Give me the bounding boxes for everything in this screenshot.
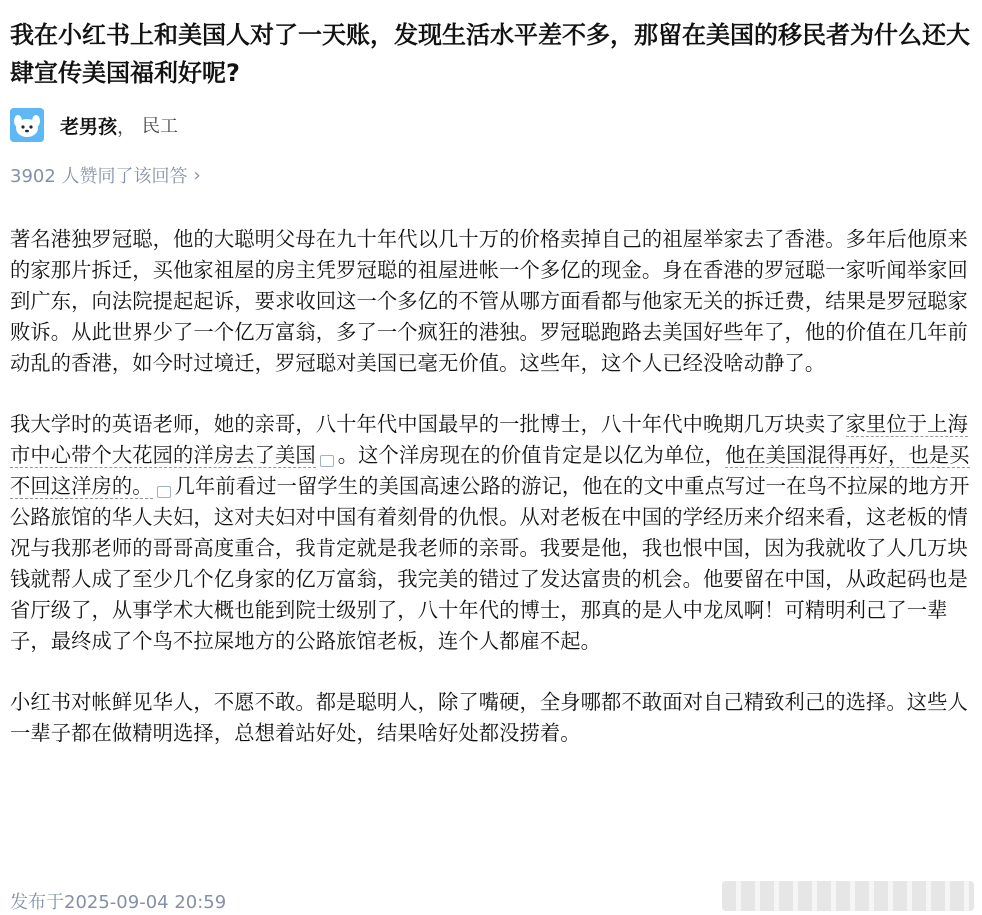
answer-paragraph-2 (10, 409, 974, 657)
author-separator: ， (117, 115, 137, 138)
author-headline: 民工 (142, 116, 179, 137)
question-title[interactable]: 我在小红书上和美国人对了一天账，发现生活水平差不多，那留在美国的移民者为什么还大肆宣传美国福利好呢? (10, 21, 970, 87)
comment-icon[interactable] (157, 486, 171, 498)
answer-text: 。这个洋房现在的价值肯定是以亿为单位， (337, 443, 725, 467)
avatar-dog-icon (10, 108, 44, 142)
author-name[interactable]: 老男孩 (60, 115, 118, 138)
watermark-image (722, 881, 974, 911)
author-info (10, 107, 178, 143)
highlighted-sentence[interactable]: 他在美国混得再好，也是买不回这洋房的。 (10, 443, 970, 498)
answer-text: 几年前看过一留学生的美国高速公路的游记，他在的文中重点写过一在鸟不拉屎的地方开公路旅馆的华人夫妇，这对夫妇对中国有着刻骨的仇恨。从对老板在中国的学经历来介绍来看，这老板的情况与我那老师的哥哥高度重合，我肯定就是我老师的亲哥。我要是他，我也恨中国，因为我就收了人几万块钱就帮人成了至少几个亿身家的亿万富翁，我完美的错过了发达富贵的机会。他要留在中国，从政起码也是省厅级了，从事学术大概也能到院士级别了，八十年代的博士，那真的是人中龙凤啊！可精明利己了一辈子，最终成了个鸟不拉屎地方的公路旅馆老板，连个人都雇不起。 (10, 474, 970, 653)
answer-content (10, 224, 974, 749)
chevron-right-icon: › (193, 164, 201, 186)
publish-time[interactable]: 发布于2025-09-04 20:59 (10, 892, 227, 913)
answer-paragraph-3: 小红书对帐鲜见华人，不愿不敢。都是聪明人，除了嘴硬，全身哪都不敢面对自己精致利己的选择。这些人一辈子都在做精明选择，总想着站好处，结果啥好处都没捞着。 (10, 690, 968, 745)
answer-paragraph-1: 著名港独罗冠聪，他的大聪明父母在九十年代以几十万的价格卖掉自己的祖屋举家去了香港。多年后他原来的家那片拆迁，买他家祖屋的房主凭罗冠聪的祖屋进帐一个多亿的现金。身在香港的罗冠聪一家听闻举家回到广东，向法院提起起诉，要求收回这一个多亿的不管从哪方面看都与他家无关的拆迁费，结果是罗冠聪家败诉。从此世界少了一个亿万富翁，多了一个疯狂的港独。罗冠聪跑路去美国好些年了，他的价值在几年前动乱的香港，如今时过境迁，罗冠聪对美国已毫无价值。这些年，这个人已经没啥动静了。 (10, 227, 968, 375)
comment-icon[interactable] (320, 455, 334, 467)
upvote-count-text: 3902 人赞同了该回答 (10, 166, 188, 187)
answer-text: 我大学时的英语老师，她的亲哥，八十年代中国最早的一批博士，八十年代中晚期几万块卖了 (10, 412, 846, 436)
highlighted-sentence[interactable]: 家里位于上海市中心带个大花园的洋房去了美国 (10, 412, 968, 467)
avatar[interactable] (10, 108, 44, 142)
upvote-count-link[interactable] (10, 162, 201, 188)
